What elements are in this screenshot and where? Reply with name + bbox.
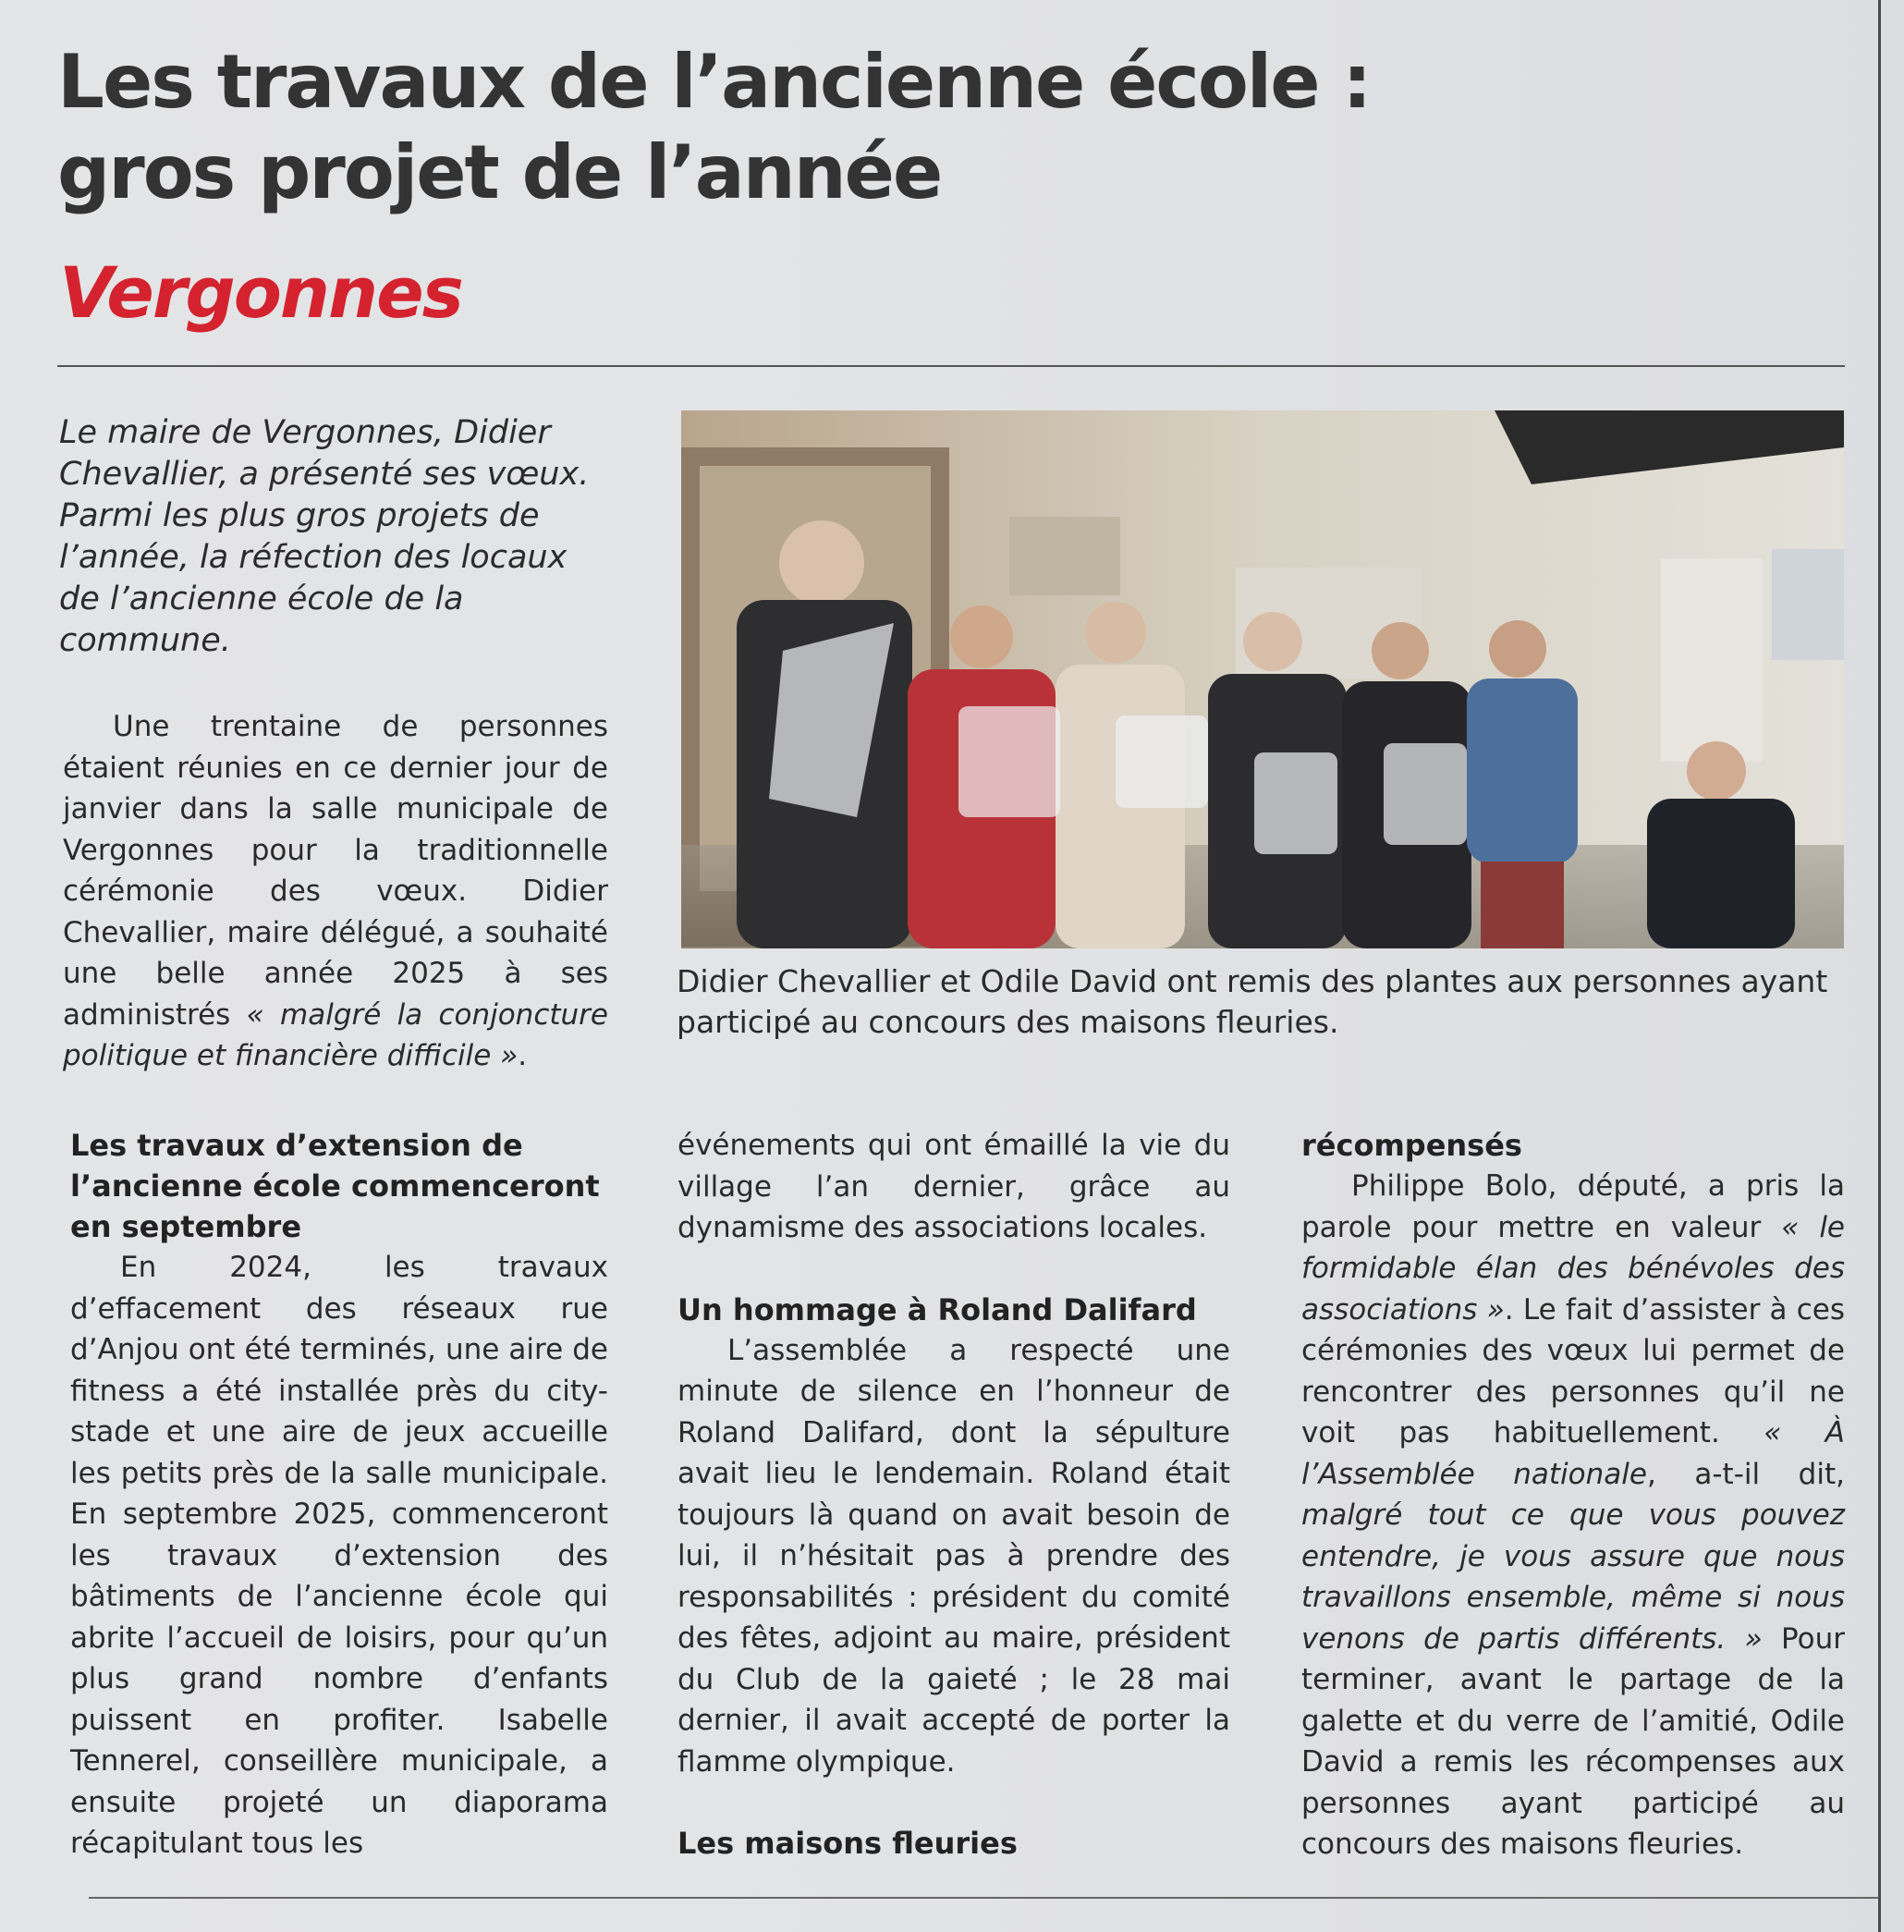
headline-line-2: gros projet de l’année — [57, 129, 942, 215]
bottom-divider — [89, 1897, 1878, 1899]
headline — [57, 37, 1813, 218]
section-text-tribute — [677, 1330, 1230, 1783]
flowers-text-1: Philippe Bolo, député, a pris la parole pour mettre en valeur — [1301, 1169, 1845, 1244]
column-2 — [677, 1125, 1230, 1864]
flowers-text-4: Pour terminer, avant le partage de la galette et du verre de l’amitié, Odile David a remis les récompenses aux personnes ayant participé au concours des maisons fleuries. — [1301, 1621, 1845, 1861]
flowers-quote-2b: malgré tout ce que vous pouvez entendre, je vous assure que nous travaillons ensemble, même si nous venons de partis différents. » — [1301, 1498, 1845, 1656]
section-title-flowers-continued: récompensés — [1301, 1128, 1522, 1163]
intro-text: Une trentaine de personnes étaient réunies en ce dernier jour de janvier dans la salle municipale de Vergonnes pour la traditionnelle cérémonie des vœux. Didier Chevallier, maire délégué, a souhaité une belle année 2025 à ses administrés — [63, 710, 608, 1032]
section-text-extension-continued: événements qui ont émaillé la vie du village l’an dernier, grâce au dynamisme des associations locales. — [677, 1129, 1230, 1244]
flowers-text-2: . Le fait d’assister à ces cérémonies des vœux lui permet de rencontrer des personnes qu’il ne voit pas habituellement. — [1301, 1292, 1845, 1449]
section-title-flowers: Les maisons fleuries — [677, 1826, 1018, 1861]
section-text-flowers — [1301, 1166, 1845, 1865]
ceremony-photo — [681, 410, 1844, 948]
column-3 — [1301, 1125, 1845, 1865]
section-title-tribute: Un hommage à Roland Dalifard — [677, 1291, 1197, 1327]
section-text-tribute-content: L’assemblée a respecté une minute de silence en l’honneur de Roland Dalifard, dont la sépulture avait lieu le lendemain. Roland était toujours là quand on avait besoin de lui, il n’hésitait pas à prendre des responsabilités : président du comité des fêtes, adjoint au maire, président du Club de la gaieté ; le 28 mai dernier, il avait accepté de porter la flamme olympique. — [677, 1333, 1230, 1779]
flowers-text-3: , a-t-il dit, — [1646, 1457, 1845, 1491]
column-1 — [70, 1125, 608, 1865]
section-text-extension-content: En 2024, les travaux d’effacement des réseaux rue d’Anjou ont été terminés, une aire de fitness a été installée près du city-stade et une aire de jeux accueille les petits près de la salle municipale. En septembre 2025, commenceront les travaux d’extension des bâtiments de l’ancienne école qui abrite l’accueil de loisirs, pour qu’un plus grand nombre d’enfants puissent en profiter. Isabelle Tennerel, conseillère municipale, a ensuite projeté un diaporama récapitulant tous les — [70, 1251, 608, 1860]
lead-paragraph: Le maire de Vergonnes, Didier Chevallier, a présenté ses vœux. Parmi les plus gros projets de l’année, la réfection des locaux de l’ancienne école de la commune. — [59, 414, 590, 659]
town-name: Vergonnes — [59, 251, 462, 334]
flowers-quote-2a: « À l’Assemblée nationale — [1301, 1416, 1846, 1491]
intro-paragraph — [63, 706, 608, 1077]
intro-quote: « malgré la conjoncture politique et financière difficile » — [63, 997, 608, 1072]
photo-illustration — [681, 410, 1844, 948]
section-title-extension: Les travaux d’extension de l’ancienne école commenceront en septembre — [70, 1128, 600, 1244]
section-text-extension — [70, 1247, 608, 1865]
column-rule — [1878, 0, 1881, 1932]
divider — [57, 365, 1845, 367]
photo-caption: Didier Chevallier et Odile David ont remis des plantes aux personnes ayant participé au concours des maisons fleuries. — [677, 963, 1828, 1040]
headline-line-1: Les travaux de l’ancienne école : — [57, 39, 1371, 125]
intro-end: . — [518, 1039, 528, 1072]
flowers-quote-1: « le formidable élan des bénévoles des associations » — [1301, 1210, 1846, 1327]
